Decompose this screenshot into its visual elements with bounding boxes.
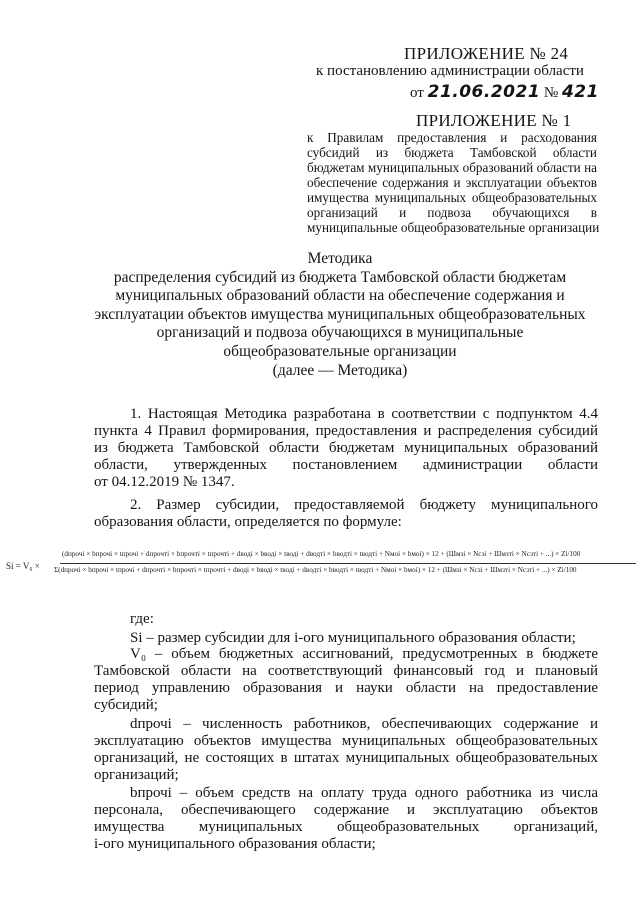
definition-line: субсидий; [94, 697, 158, 713]
definition-line: имущества муниципальных общеобразовательных организаций, [94, 819, 598, 835]
fraction-bar [60, 563, 636, 564]
method-title [80, 250, 600, 380]
from-label: от [410, 85, 424, 101]
definition-line: dпрочi – численность работников, обеспечивающих содержание и [130, 716, 598, 732]
definition-line: период управлению образования и науки области на предоставление [94, 680, 598, 696]
decree-date: 21.06.2021 [427, 82, 541, 102]
appendix1-text [307, 130, 600, 235]
appendix1-line: муниципальные общеобразовательные организации [307, 220, 600, 235]
method-title-line: эксплуатации объектов имущества муниципальных общеобразовательных [94, 305, 586, 323]
method-title-line: организаций и подвоза обучающихся в муниципальные [156, 324, 524, 342]
definition-line: организаций, не состоящих в штатах муниципальных общеобразовательных [94, 750, 598, 766]
decree-reference: к постановлению администрации области [316, 63, 584, 79]
appendix1-line: субсидий из бюджета Тамбовской области [307, 145, 597, 160]
appendix1-line: организаций и подвоза обучающихся в [307, 205, 597, 220]
subsidy-formula [4, 550, 636, 580]
method-title-line: Методика [307, 250, 373, 267]
paragraph-line: области, утвержденных постановлением администрации области [94, 457, 598, 473]
paragraph-line: пункта 4 Правил формирования, предоставления и распределения субсидий [94, 423, 598, 439]
definition-line: организаций; [94, 767, 179, 783]
definition-line: Тамбовской области на соответствующий финансовый год и плановый [94, 663, 598, 679]
paragraph-line: 2. Размер субсидии, предоставляемой бюджету муниципального [130, 497, 598, 513]
paragraph-line: образования области, определяется по формуле: [94, 514, 402, 530]
paragraph-2 [94, 497, 598, 531]
paragraph-line: из бюджета Тамбовской области бюджетам муниципальных образований [94, 440, 598, 456]
appendix1-line: бюджетам муниципальных образований области на [307, 160, 597, 175]
definition-line: эксплуатацию объектов имущества муниципальных общеобразовательных [94, 733, 598, 749]
appendix1-line: к Правилам предоставления и расходования [307, 130, 597, 145]
method-title-line: (далее — Методика) [272, 361, 408, 379]
paragraph-1 [94, 406, 598, 491]
v0-definition [94, 646, 598, 714]
b-definition [94, 785, 598, 853]
formula-denominator: Σ(dпрочi × bпрочi × tпрочi + dпрочтi × bпрочтi × tпрочтi + dводi × bводi × tводi + dводтi × bводтi × tводтi + Nмоi × bмоi) × 12 + (Шмзi × Nсзi + Шмзтi × Nсзтi + ...) × Zi/100 [54, 566, 577, 574]
method-title-line: муниципальных образований области на обеспечение содержания и [115, 287, 565, 305]
definition-line: bпрочi – объем средств на оплату труда одного работника из числа [130, 785, 598, 801]
appendix1-line: обеспечение содержания и эксплуатации объектов [307, 175, 597, 190]
decree-date-line [410, 82, 599, 102]
paragraph-line: 1. Настоящая Методика разработана в соответствии с подпунктом 4.4 [130, 406, 598, 422]
formula-lhs: Si = V₀ × [6, 561, 40, 571]
method-title-line: общеобразовательные организации [223, 342, 457, 360]
appendix1-line: имущества муниципальных общеобразовательных [307, 190, 597, 205]
appendix1-title: ПРИЛОЖЕНИЕ № 1 [416, 111, 572, 130]
where-label: где: [130, 611, 154, 627]
d-definition [94, 716, 598, 784]
paragraph-line: от 04.12.2019 № 1347. [94, 474, 235, 490]
number-label: № [543, 85, 559, 101]
method-title-line: распределения субсидий из бюджета Тамбовской области бюджетам [113, 268, 567, 286]
si-definition: Si – размер субсидии для i-ого муниципального образования области; [130, 630, 576, 646]
formula-numerator: (dпрочi × bпрочi × tпрочi + dпрочтi × bпрочтi × tпрочтi + dводi × bводi × tводi + dводтi × bводтi × tводтi + Nмоi × bмоi) × 12 + (Шмзi × Nсзi + Шмзтi × Nсзтi + ...) × Zi/100 [62, 550, 581, 558]
appendix-title: ПРИЛОЖЕНИЕ № 24 [404, 44, 569, 63]
definition-line: персонала, обеспечивающего содержание и эксплуатацию объектов [94, 802, 598, 818]
definition-line: V₀ – объем бюджетных ассигнований, предусмотренных в бюджете [130, 646, 598, 662]
definition-line: i-ого муниципального образования области; [94, 836, 376, 852]
decree-number: 421 [561, 82, 599, 102]
